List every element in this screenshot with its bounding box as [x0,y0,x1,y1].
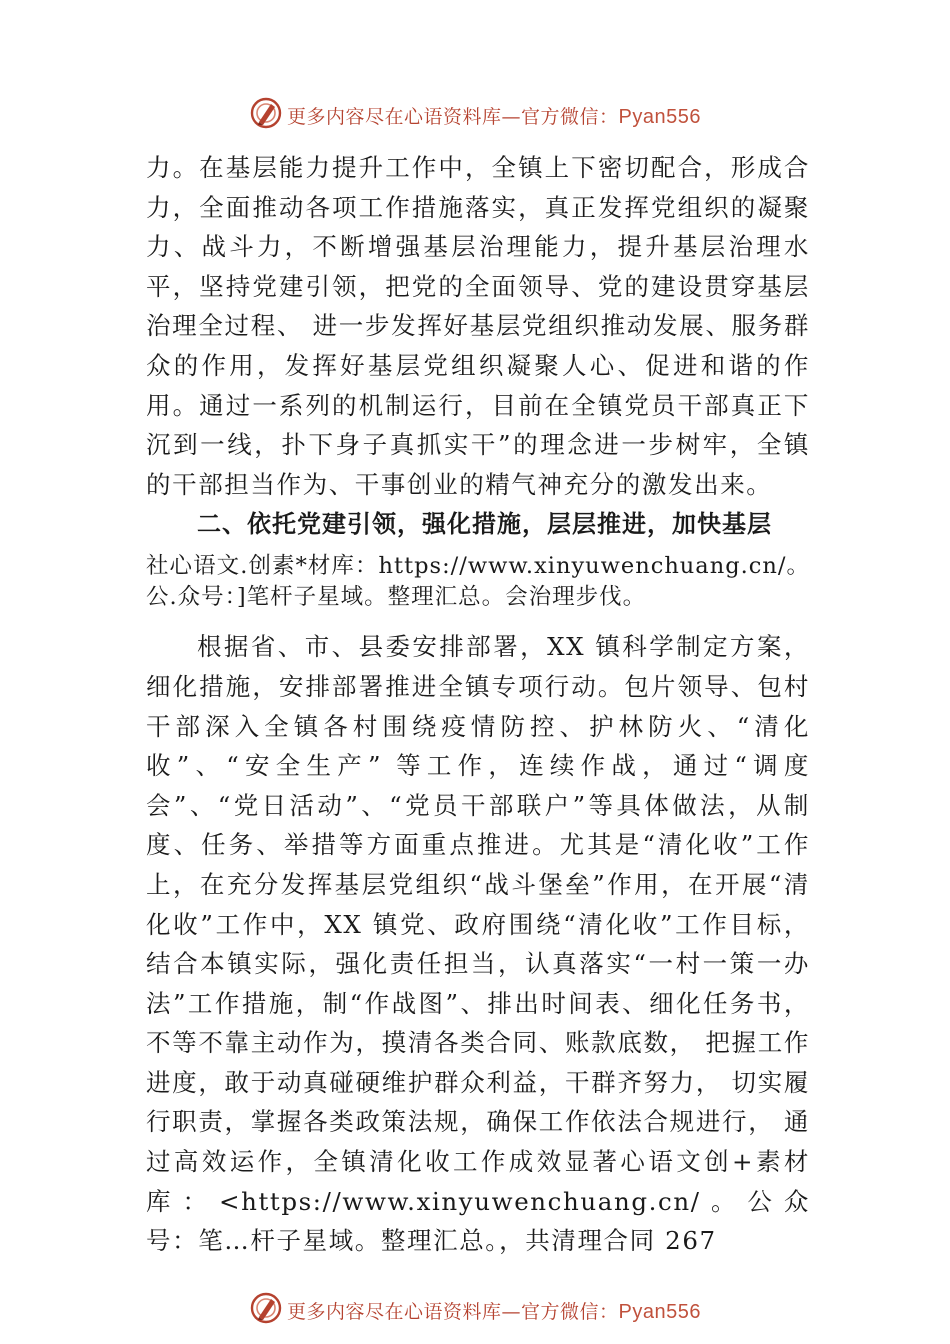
watermark-line: 社心语文.创素*材库：https://www.xinyuwenchuang.cn/。公.众号：]笔杆子星域。整理汇总。会治理步伐。 [146,553,810,611]
banner-contact: Pyan556 [618,105,701,128]
brand-logo-icon [249,1291,283,1325]
section-heading: 二、依托党建引领，强化措施，层层推进，加快基层 [197,510,772,539]
paragraph-body: 根据省、市、县委安排部署，XX 镇科学制定方案，细化措施，安排部署推进全镇专项行动。包片领导、包村干部深入全镇各村围绕疫情防控、护林防火、“清化收”、“安全生产” 等工作，连续作战，通过“调度会”、“党日活动”、“党员干部联户”等具体做法，从制度、任务、举措等方面重点推进。尤其是“清化收”工作上，在充分发挥基层党组织“战斗堡垒”作用，在开展“清化收”工作中，XX 镇党、政府围绕“清化收”工作目标，结合本镇实际，强化责任担当，认真落实“一村一策一办法”工作措施，制“作战图”、排出时间表、细化任务书，不等不靠主动作为，摸清各类合同、账款底数， 把握工作进度，敢于动真碰硬维护群众利益，干群齐努力， 切实履行职责，掌握各类政策法规，确保工作依法合规进行， 通过高效运作，全镇清化收工作成效显著心语文创+素材库：<https://www.xinyuwenchuang.cn/。公众号：笔…杆子星域。整理汇总。，共清理合同 267 [146,632,810,1256]
banner-title: 更多内容尽在心语资料库 [287,1300,502,1323]
document-body [146,148,810,1261]
banner-label: 官方微信： [521,105,619,128]
banner-separator: — [501,1300,522,1323]
banner-title: 更多内容尽在心语资料库 [287,105,502,128]
footer-banner [0,1290,950,1330]
banner-separator: — [501,105,522,128]
brand-logo-icon [249,96,283,130]
header-banner [0,95,950,135]
banner-label: 官方微信： [521,1300,619,1323]
banner-contact: Pyan556 [618,1300,701,1323]
banner-text [287,102,701,129]
banner-text [287,1297,701,1324]
paragraph-continuation: 力。在基层能力提升工作中，全镇上下密切配合，形成合力，全面推动各项工作措施落实，真正发挥党组织的凝聚力、战斗力，不断增强基层治理能力，提升基层治理水平，坚持党建引领，把党的全面领导、党的建设贯穿基层治理全过程、 进一步发挥好基层党组织推动发展、服务群众的作用，发挥好基层党组织凝聚人心、促进和谐的作用。通过一系列的机制运行，目前在全镇党员干部真正下沉到一线，扑下身子真抓实干”的理念进一步树牢，全镇的干部担当作为、干事创业的精气神充分的激发出来。 [146,153,810,499]
